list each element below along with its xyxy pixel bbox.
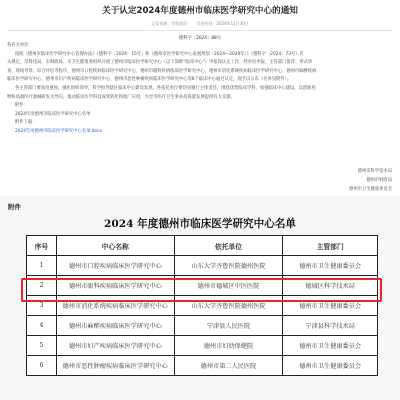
article-publish-time: 发布时间：2024年11月30日 [196,21,249,26]
attachment-download-link[interactable]: 2024年度德州市临床医学研究中心名单.docx [15,128,103,134]
article-meta [7,21,393,27]
table-header-row [27,236,378,256]
paragraph-line: 临床医学研究中心、德州市妇产疾病临床医学研究中心、德州市恶性肿瘤疾病临床医学研究中心等6个临床中心通过认定，现予以公布（名单见附件）。 [7,77,292,83]
paragraph-line: 物和高端医疗器械研发为导向，推动临床医学科技成果转化和推广应用，为全市医疗卫生事业高质量发展提供有力支撑。 [7,94,235,100]
center-name: 德州市口腔疾病临床医学研究中心 [56,256,174,276]
row-index: 4 [27,316,57,336]
attachment-name: 2024年度德州市临床医学研究中心名单 [15,111,91,117]
paragraph-line: 各主管部门要高度重视，强化组织领导，科学指导辖区临床中心建设发展。各依托单位要切实履行主体责任，围绕优势临床学科，加强临床中心建设，以创新药 [15,85,316,91]
host-institution: 宁津县人民医院 [174,316,283,336]
host-institution: 德州市德城区中医医院 [174,276,283,296]
row-index: 2 [27,276,57,296]
article-source: 文章来源：市科技局 [151,21,188,26]
signature-line: 德州市财政局 [366,178,392,183]
center-name: 德州市恶性肿瘤疾病临床医学研究中心 [56,356,174,376]
host-institution: 山东大学齐鲁医院德州医院 [174,256,283,276]
center-name: 德州市消化系统疾病临床医学研究中心 [56,296,174,316]
attachment-header: 附件： [15,103,28,109]
center-name: 德州市眼科疾病临床医学研究中心 [56,276,174,296]
row-index: 1 [27,256,57,276]
authority: 宁津县科学技术局 [283,316,378,336]
column-header-authority: 主管部门 [283,236,378,256]
download-label: 附件下载： [15,120,37,126]
signature-line: 德州市卫生健康委员会 [349,187,392,192]
host-institution: 山东大学齐鲁医院德州医院 [174,296,283,316]
authority: 德州市卫生健康委员会 [283,296,378,316]
divider [7,30,393,31]
row-index: 6 [27,356,57,376]
column-header-host: 依托单位 [174,236,283,256]
document-number: 德科字〔2024〕88号 [178,36,222,41]
notice-title: 关于认定2024年度德州市临床医学研究中心的通知 [102,6,298,16]
center-name: 德州市麻醉疾病临床医学研究中心 [56,316,174,336]
attachment-label: 附件 [8,203,21,211]
table-row [27,316,378,336]
attachment-document [0,196,400,400]
paragraph-line: 按照《德州市临床医学研究中心管理办法》（德科字〔2024〕15号）和《德州市医学研究中心发展规划（2024—2029年）》（德科字〔2024〕73号）有 [15,51,304,57]
table-row [27,296,378,316]
signature-block [349,167,392,194]
authority: 德州市卫生健康委员会 [283,256,378,276]
row-index: 3 [27,296,57,316]
table-row [27,276,378,296]
signature-line: 德州市科学技术局 [357,169,392,174]
center-name: 德州市妇产疾病临床医学研究中心 [56,336,174,356]
row-index: 5 [27,336,57,356]
table-row [27,356,378,376]
authority: 德州市卫生健康委员会 [283,336,378,356]
column-header-index: 序号 [27,236,57,256]
table-row [27,256,378,276]
table-row [27,336,378,356]
authority: 德城区科学技术局 [283,276,378,296]
authority: 德州市卫生健康委员会 [283,356,378,376]
column-header-center: 中心名称 [56,236,174,256]
paragraph-line: 查、现场考察、综合评估等程序，德州市口腔疾病临床医学研究中心、德州市眼科疾病临床医学研究中心、德州市消化系统疾病临床医学研究中心、德州市麻醉疾病 [7,68,317,74]
host-institution: 德州市妇幼保健院 [174,336,283,356]
host-institution: 德州市第二人民医院 [174,356,283,376]
center-list-title: 2024 年度德州市临床医学研究中心名单 [103,218,297,230]
salutation: 各有关单位： [7,43,33,48]
center-list-table [26,235,378,376]
notice-article [0,0,400,196]
paragraph-line: 关规定，市科技局、市财政局、市卫生健康委组织开展了德州市临床医学研究中心（以下简称“临床中心”）申报和认定工作。经单位申报、主管部门推荐、形式审 [7,60,313,66]
